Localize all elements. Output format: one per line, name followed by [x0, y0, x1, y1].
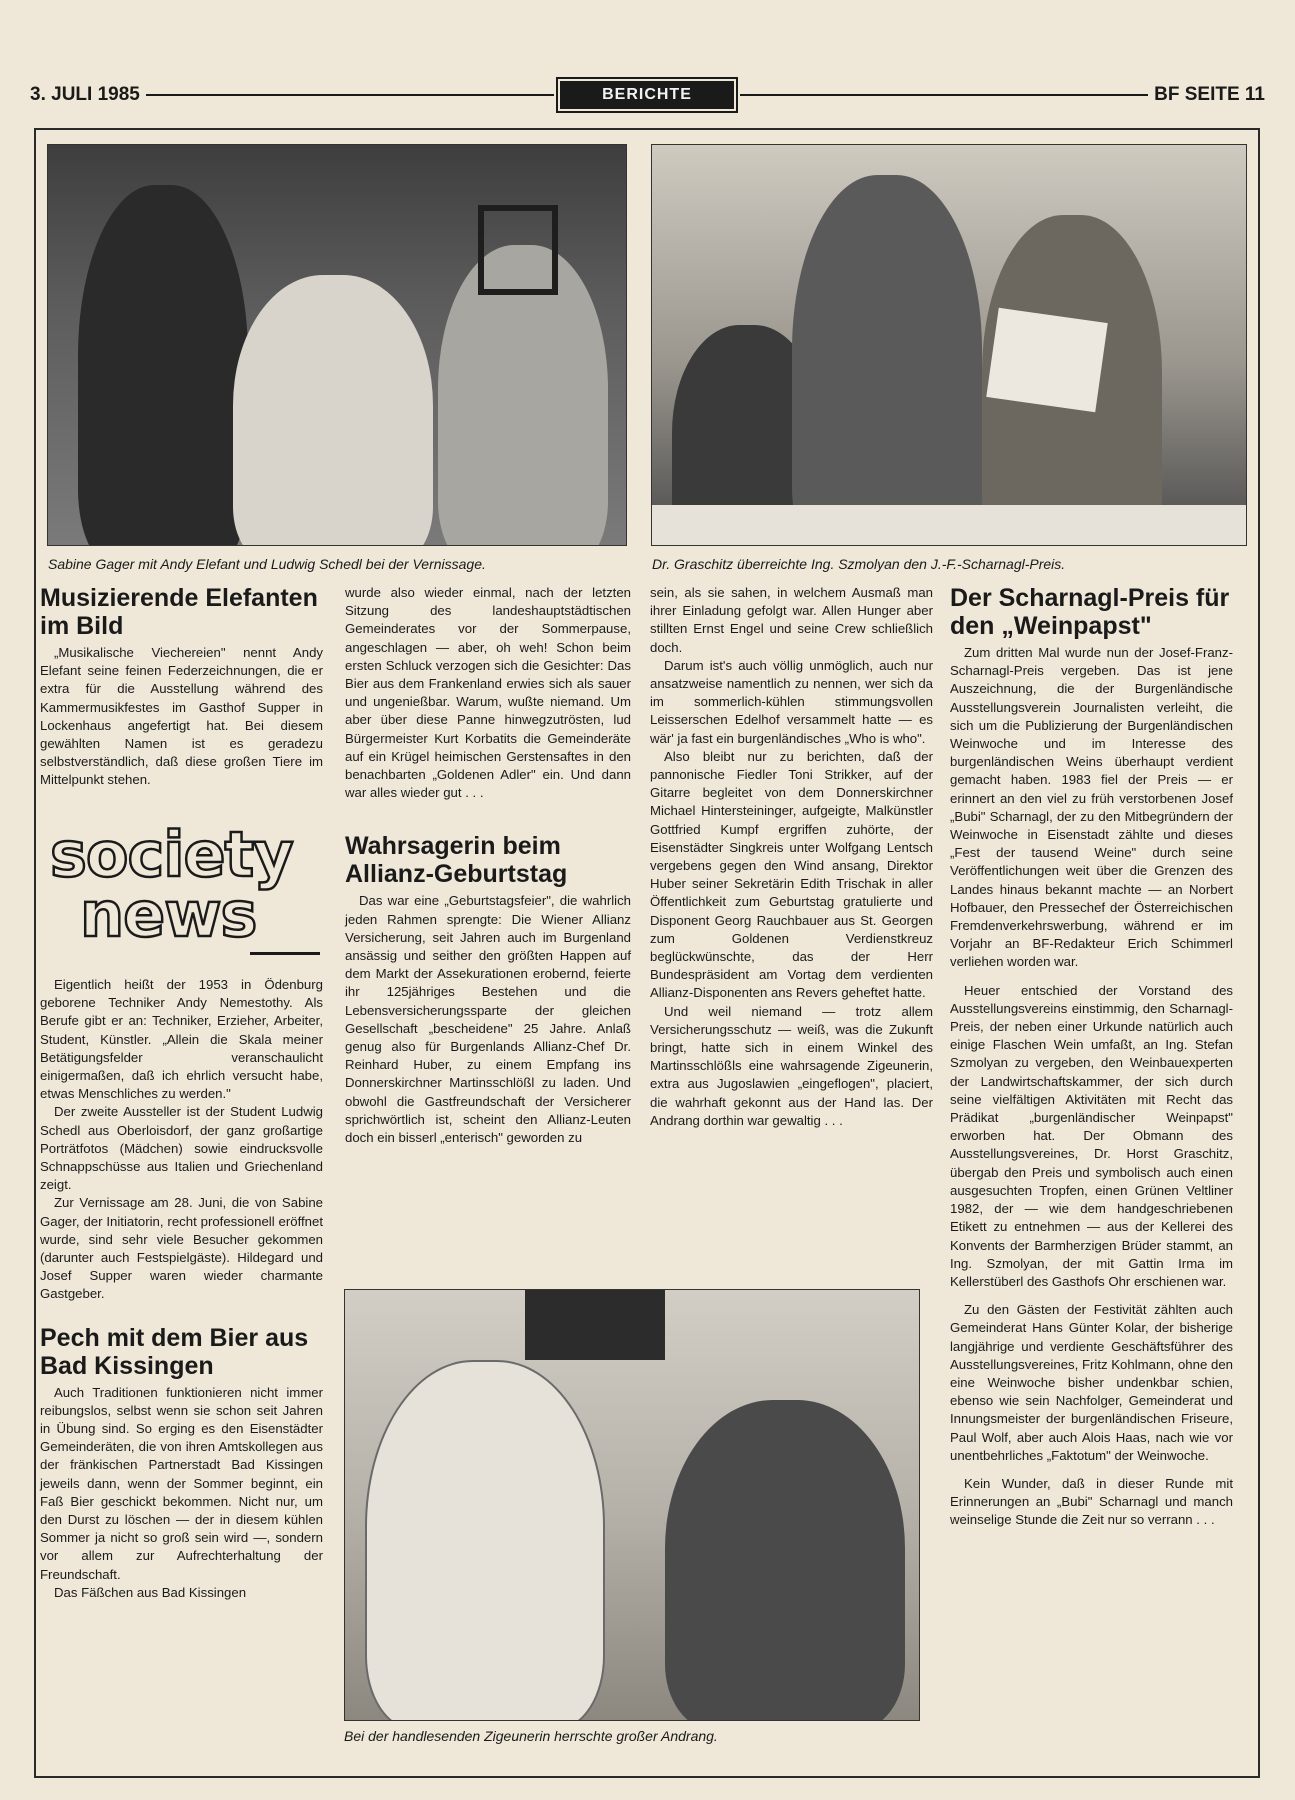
- article-paragraph: Kein Wunder, daß in dieser Runde mit Erinnerungen an „Bubi" Scharnagl und manch weinselige Stunde die Zeit nur so verrann . . .: [950, 1475, 1233, 1528]
- person-figure: [78, 185, 248, 546]
- article-paragraph: Das Fäßchen aus Bad Kissingen: [54, 1584, 247, 1600]
- article-paragraph: Das war eine „Geburtstagsfeier", die wahrlich jeden Rahmen sprengte: Die Wiener Allianz Versicherung, seit Jahren auch im Burgenland ansässig und seither den größten Happen auf dem Markt der Assekurationen erobernd, feierte ihr 125jähriges Bestehen und die Lebensversicherungssparte der gleichen Gesellschaft „bescheidene" 25 Jahre. Anlaß genug also für Burgenlands Allianz-Chef Dr. Reinhard Huber, zu einem Empfang ins Donnerskirchner Martinsschlößl zu laden. Und obwohl die Gastfreundschaft der Versicherer sprichwörtlich ist, scheint den Allianz-Leuten doch ein bisserl „enterisch" geworden zu: [345, 893, 631, 1146]
- logo-word: society: [50, 818, 293, 891]
- article-paragraph: Und weil niemand — trotz allem Versicherungsschutz — weiß, was die Zukunft bringt, hatte sich in einem Winkel des Martinsschlößls eine wahrsagende Zigeunerin, extra aus Jugoslawien „eingeflogen", placiert, die wahrhaft gekonnt aus der Hand las. Der Andrang dorthin war gewaltig . . .: [650, 1003, 933, 1128]
- article-paragraph: „Musikalische Viechereien" nennt Andy Elefant seine feinen Federzeichnungen, die er extra für die Ausstellung während des Kammermusikfestes im Gasthof Supper in Lockenhaus angefertigt hat. Bei diesem gewählten Namen ist es geradezu selbstverständlich, daß diese großen Tiere im Mittelpunkt stehen.: [40, 645, 323, 788]
- issue-date: 3. JULI 1985: [30, 84, 140, 105]
- article-paragraph: Darum ist's auch völlig unmöglich, auch nur ansatzweise namentlich zu nennen, wer sich da im sommerlich-kühlen stimmungsvollen Leisserschen Edelhof versammelt hatte — es wär' ja fast ein burgenländisches „Who is who".: [650, 657, 933, 746]
- header-rule: [740, 94, 1148, 96]
- article-paragraph: Auch Traditionen funktionieren nicht immer reibungslos, selbst wenn sie schon seit Jahren in Übung sind. So erging es den Eisenstädter Gemeinderäten, die von ihren Amtskollegen aus der fränkischen Partnerstadt Bad Kissingen jeweils dann, wenn der Sommer beginnt, ein Faß Bier geschickt bekommen. Nicht nur, um den Durst zu löschen — der in diesem kühlen Sommer ja nicht so groß sein wird —, sondern vor allem zur Aufrechterhaltung der Freundschaft.: [40, 1384, 323, 1582]
- article-paragraph: Zum dritten Mal wurde nun der Josef-Franz-Scharnagl-Preis vergeben. Das ist jene Auszeichnung, die der Burgenländische Ausstellungsverein Journalisten verleiht, die sich um die Publizierung der Burgenländischen Weinwoche und im Interesse des burgenländischen Weins überhaupt verdient gemacht haben. 1983 fiel der Preis — er erinnert an den viel zu früh verstorbenen Josef „Bubi" Scharnagl, der zu den Mitbegründern der Weinwoche in Eisenstadt zählte und dieses „Fest der tausend Weine" durch seine Veröffentlichungen weit über die Grenzen des Landes hinaus bekannt machte — an Norbert Hofbauer, den Pressechef der Österreichischen Fremdenverkehrswerbung, während er im Vorjahr an BF-Redakteur Erich Schimmerl verliehen worden war.: [950, 645, 1233, 970]
- article-column-1b: [40, 976, 323, 1602]
- logo-word: news: [80, 878, 257, 951]
- headline: Musizierende Elefanten im Bild: [40, 584, 318, 640]
- page-header: [30, 82, 1265, 108]
- wall-frame: [478, 205, 558, 295]
- photo-vernissage: [47, 144, 627, 546]
- person-figure: [365, 1360, 605, 1721]
- headline: Wahrsagerin beim Allianz-Geburtstag: [345, 832, 568, 889]
- headline: Der Scharnagl-Preis für den „Weinpapst": [950, 584, 1230, 640]
- certificate: [986, 308, 1107, 412]
- photo-fortune-teller: [344, 1289, 920, 1721]
- photo-caption: Bei der handlesenden Zigeunerin herrschte großer Andrang.: [344, 1728, 718, 1744]
- tablecloth: [525, 1290, 665, 1360]
- headline: Pech mit dem Bier aus Bad Kissingen: [40, 1323, 309, 1380]
- article-paragraph: Eigentlich heißt der 1953 in Ödenburg geborene Techniker Andy Nemestothy. Als Berufe gibt er an: Techniker, Erzieher, Arbeiter, Student, Künstler. „Allein die Skala meiner Betätigungsfelder veranschaulicht einigermaßen, daß ich ehrlich versucht habe, etwas Menschliches zu werden.": [40, 977, 323, 1102]
- article-paragraph: Der zweite Aussteller ist der Student Ludwig Schedl aus Oberloisdorf, der ganz großartige Porträtfotos (Mädchen) sowie eindrucksvolle Schnappschüsse aus Italien und Griechenland zeigt.: [40, 1104, 323, 1193]
- article-column-3: [650, 584, 933, 1130]
- article-paragraph: Zur Vernissage am 28. Juni, die von Sabine Gager, der Initiatorin, recht professionell eröffnet wurde, sind sehr viele Besucher gekommen (darunter auch Festspielgäste). Hildegard und Josef Supper waren wieder charmante Gastgeber.: [40, 1195, 323, 1302]
- header-rule: [146, 94, 554, 96]
- society-news-logo: [40, 818, 320, 974]
- person-figure: [792, 175, 982, 546]
- logo-rule: [250, 952, 320, 955]
- article-paragraph: sein, als sie sahen, in welchem Ausmaß man ihrer Einladung gefolgt war. Allen Hunger aber stillten Ernst Engel und seine Crew schließlich doch.: [650, 585, 933, 655]
- article-paragraph: Also bleibt nur zu berichten, daß der pannonische Fiedler Toni Strikker, auf der Gitarre begleitet von dem Donnerskirchner Michael Hintersteininger, aufgeigte, Malkünstler Gottfried Kumpf ergriffen zuhörte, der Eisenstädter Singkreis unter Wolfgang Lentsch vergebens gegen den Wind ansang, Direktor Huber seiner Sekretärin Edith Trischak in aller Öffentlichkeit zum Geburtstag gratulierte und Disponent Georg Rauchbauer aus St. Georgen zum Goldenen Verdienstkreuz beglückwünschte, das der Herr Bundespräsident am Vortag dem verdienten Allianz-Disponenten ans Revers geheftet hatte.: [650, 748, 933, 1001]
- table: [652, 505, 1247, 546]
- person-figure: [665, 1400, 905, 1721]
- photo-award: [651, 144, 1247, 546]
- photo-caption: Dr. Graschitz überreichte Ing. Szmolyan den J.-F.-Scharnagl-Preis.: [652, 556, 1066, 572]
- article-column-1a: [40, 584, 323, 790]
- photo-caption: Sabine Gager mit Andy Elefant und Ludwig Schedl bei der Vernissage.: [48, 556, 486, 572]
- article-column-4: [950, 584, 1233, 1530]
- article-column-2: [345, 584, 631, 1147]
- page-number: BF SEITE 11: [1154, 84, 1265, 105]
- section-label: BERICHTE: [560, 81, 734, 109]
- article-paragraph: wurde also wieder einmal, nach der letzten Sitzung des landeshauptstädtischen Gemeinderates vor der Sommerpause, angeschlagen — aber, oh weh! Schon beim ersten Schluck verzogen sich die Gesichter: Das Bier aus dem Frankenland erwies sich als sauer und ungenießbar. Warum, wußte niemand. Um aber über diese Panne hinwegzutrösten, lud Bürgermeister Kurt Korbatits die Gemeinderäte auf ein Krügel heimischen Gerstensaftes in den benachbarten „Goldenen Adler" ein. Und dann war alles wieder gut . . .: [345, 585, 631, 801]
- person-figure: [233, 275, 433, 546]
- article-paragraph: Heuer entschied der Vorstand des Ausstellungsvereins einstimmig, den Scharnagl-Preis, der neben einer Urkunde natürlich auch einige Flaschen Wein umfaßt, an Ing. Stefan Szmolyan zu vergeben, den Weinbauexperten der Landwirtschaftskammer, der sich durch seine vielfältigen Aktivitäten mit Recht das Prädikat „burgenländischer Weinpapst" erworben hat. Der Obmann des Ausstellungsvereines, Dr. Horst Graschitz, übergab den Preis und symbolisch auch einen ausgesuchten Tropfen, einen Grünen Veltliner 1982, der — wie dem handgeschriebenen Etikett zu entnehmen — aus der Kellerei des Konvents der Barmherzigen Brüder stammt, an Ing. Szmolyan, der mit Gattin Irma im Kellerstüberl des Gasthofs Ohr erschienen war.: [950, 982, 1233, 1289]
- article-paragraph: Zu den Gästen der Festivität zählten auch Gemeinderat Hans Günter Kolar, der bisherige langjährige und verdiente Geschäftsführer des Ausstellungsvereines, Fritz Kohlmann, ohne den eine Weinwoche bisher undenkbar schien, ebenso wie sein Nachfolger, Gemeinderat und Innungsmeister der burgenländischen Friseure, Paul Wolf, aber auch Alois Haas, nach wie vor unentbehrliches „Faktotum" der Weinwoche.: [950, 1302, 1233, 1463]
